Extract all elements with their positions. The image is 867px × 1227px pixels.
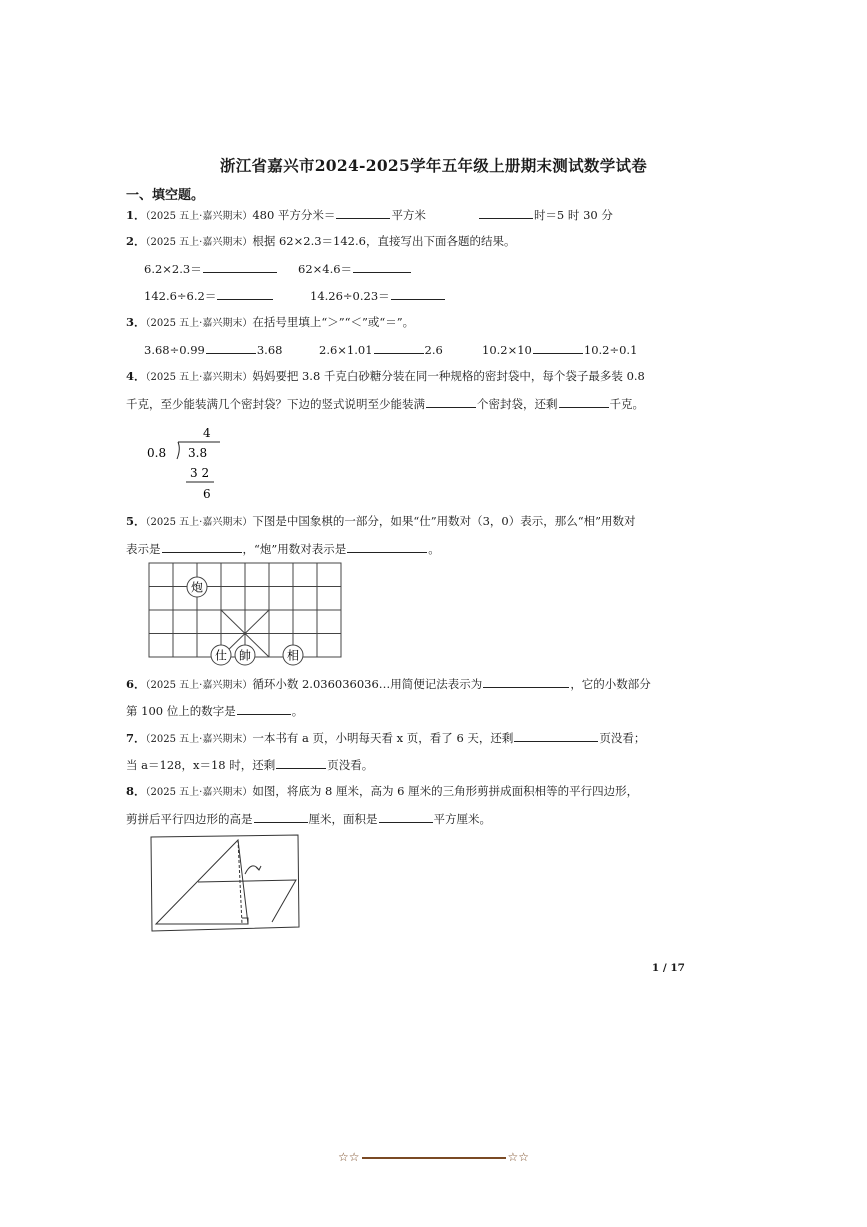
question-1: [126, 206, 613, 225]
answer-blank[interactable]: [479, 206, 533, 219]
question-text: 下图是中国象棋的一部分，如果“仕”用数对（3，0）表示，那么“相”用数对: [252, 514, 636, 528]
question-text: 个密封袋，还剩: [477, 397, 558, 411]
question-8-line2: [126, 810, 491, 827]
question-text: 在括号里填上“＞”“＜”或“＝”。: [252, 315, 415, 329]
answer-blank[interactable]: [347, 540, 427, 553]
question-text: 480 平方分米＝: [252, 208, 336, 222]
question-text: 表示是: [126, 542, 161, 556]
piece-label: 炮: [190, 580, 204, 595]
question-source: （2025 五上·嘉兴期末）: [145, 372, 253, 383]
question-text: 。: [291, 704, 304, 718]
expression-text: 14.26÷0.23＝: [310, 289, 390, 303]
triangle-parallelogram-figure: [148, 834, 302, 934]
question-text: 页没看。: [327, 758, 374, 772]
question-3: [126, 314, 414, 332]
question-number: 5．: [126, 514, 146, 528]
answer-blank[interactable]: [254, 810, 308, 823]
board-grid: [149, 563, 341, 657]
expression: [298, 260, 412, 277]
expression: [144, 287, 274, 304]
comparison: [482, 341, 637, 358]
quotient: 4: [203, 426, 211, 440]
question-6: [126, 675, 651, 694]
answer-blank[interactable]: [217, 287, 273, 300]
remainder: 6: [203, 487, 211, 501]
question-text: 妈妈要把 3.8 千克白砂糖分装在同一种规格的密封袋中，每个袋子最多装 0.8: [252, 369, 645, 383]
expression: [144, 260, 278, 277]
question-number: 7．: [126, 731, 146, 745]
question-text: 如图，将底为 8 厘米，高为 6 厘米的三角形剪拼成面积相等的平行四边形，: [252, 784, 639, 798]
question-5-line2: [126, 540, 440, 557]
long-division-figure: [140, 422, 230, 506]
partial-product: 3 2: [190, 466, 210, 480]
figure-frame: [151, 835, 299, 931]
question-source: （2025 五上·嘉兴期末）: [145, 734, 253, 745]
question-source: （2025 五上·嘉兴期末）: [145, 787, 253, 798]
piece-shuai: [235, 645, 255, 665]
piece-shi: [211, 645, 231, 665]
question-7: [126, 729, 645, 748]
expression-text: 10.2÷0.1: [583, 343, 638, 357]
division-bracket: [177, 442, 179, 459]
expression-text: 3.68: [256, 343, 283, 357]
footer-divider: [362, 1157, 506, 1159]
question-number: 1．: [126, 208, 146, 222]
question-source: （2025 五上·嘉兴期末）: [145, 318, 253, 329]
section-heading: 一、填空题。: [126, 188, 205, 203]
question-2: [126, 233, 515, 251]
question-4-line2: [126, 395, 644, 412]
question-text: 。: [428, 542, 440, 556]
question-6-line2: [126, 702, 303, 719]
question-source: （2025 五上·嘉兴期末）: [145, 517, 253, 528]
question-text: 千克，至少能装满几个密封袋？下边的竖式说明至少能装满: [126, 397, 425, 411]
question-text: 页没看；: [599, 731, 646, 745]
dividend: 3.8: [188, 446, 208, 460]
question-text: ，“炮”用数对表示是: [242, 542, 347, 556]
question-source: （2025 五上·嘉兴期末）: [145, 237, 253, 248]
answer-blank[interactable]: [533, 341, 583, 354]
answer-blank[interactable]: [336, 206, 390, 219]
answer-blank[interactable]: [276, 756, 326, 769]
question-source: （2025 五上·嘉兴期末）: [145, 211, 253, 222]
expression: [310, 287, 446, 304]
page-number: 1 / 17: [651, 962, 685, 974]
question-source: （2025 五上·嘉兴期末）: [145, 680, 253, 691]
question-text: 第 100 位上的数字是: [126, 704, 236, 718]
star-icon: ☆☆: [337, 1150, 360, 1164]
answer-blank[interactable]: [559, 395, 609, 408]
answer-blank[interactable]: [514, 729, 598, 742]
answer-blank[interactable]: [353, 260, 411, 273]
question-8: [126, 783, 638, 801]
divisor: 0.8: [147, 446, 167, 460]
question-number: 2．: [126, 234, 146, 248]
expression-text: 2.6: [424, 343, 443, 357]
answer-blank[interactable]: [237, 702, 291, 715]
chess-board-figure: [148, 562, 344, 666]
question-number: 6．: [126, 677, 146, 691]
question-text: 一本书有 a 页，小明每天看 x 页，看了 6 天，还剩: [252, 731, 514, 745]
comparison: [319, 341, 443, 358]
question-number: 8．: [126, 784, 146, 798]
answer-blank[interactable]: [426, 395, 476, 408]
comparison: [144, 341, 282, 358]
answer-blank[interactable]: [391, 287, 445, 300]
question-number: 4．: [126, 369, 146, 383]
answer-blank[interactable]: [206, 341, 256, 354]
rotate-arrow: [245, 866, 259, 874]
question-text: ，它的小数部分: [570, 677, 651, 691]
piece-pao: [187, 577, 207, 597]
answer-blank[interactable]: [483, 675, 569, 688]
question-text: 循环小数 2.036036036…用简便记法表示为: [252, 677, 483, 691]
piece-label: 帥: [238, 648, 252, 663]
question-text: 平方厘米。: [433, 812, 491, 826]
piece-label: 相: [286, 648, 300, 663]
piece-xiang: [283, 645, 303, 665]
question-5: [126, 513, 635, 531]
expression-text: 3.68÷0.99: [144, 343, 205, 357]
question-text: 剪拼后平行四边形的高是: [126, 812, 253, 826]
expression-text: 6.2×2.3＝: [144, 262, 202, 276]
piece-label: 仕: [214, 648, 228, 663]
answer-blank[interactable]: [379, 810, 433, 823]
answer-blank[interactable]: [374, 341, 424, 354]
expression-text: 2.6×1.01: [319, 343, 373, 357]
question-number: 3．: [126, 315, 146, 329]
expression-text: 62×4.6＝: [298, 262, 353, 276]
question-text: 平方米: [391, 208, 426, 222]
answer-blank[interactable]: [162, 540, 242, 553]
expression-text: 10.2×10: [482, 343, 532, 357]
question-text: 千克。: [609, 397, 644, 411]
rotate-arrow-head: [256, 866, 261, 870]
question-4: [126, 368, 645, 386]
star-icon: ☆☆: [507, 1150, 530, 1164]
question-text: 根据 62×2.3＝142.6，直接写出下面各题的结果。: [252, 234, 516, 248]
footer-ornament: [0, 1150, 867, 1164]
page-title: 浙江省嘉兴市2024-2025学年五年级上册期末测试数学试卷: [219, 156, 648, 175]
question-text: 时＝5 时 30 分: [533, 208, 613, 222]
question-7-line2: [126, 756, 373, 773]
question-text: 厘米，面积是: [308, 812, 378, 826]
answer-blank[interactable]: [203, 260, 277, 273]
expression-text: 142.6÷6.2＝: [144, 289, 217, 303]
question-text: 当 a＝128，x＝18 时，还剩: [126, 758, 276, 772]
